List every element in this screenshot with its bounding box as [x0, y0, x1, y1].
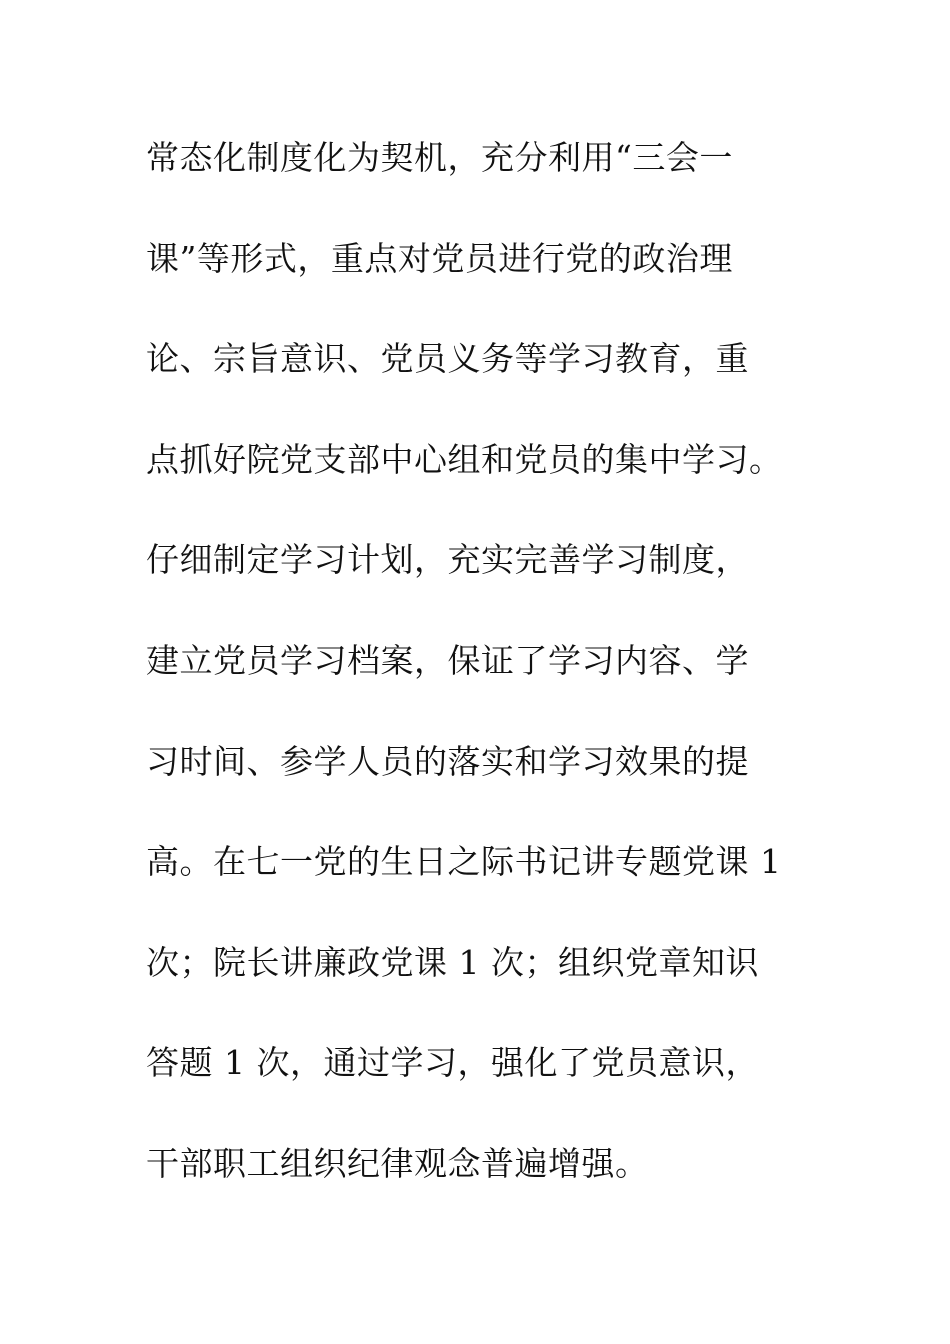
text-line: 论、宗旨意识、党员义务等学习教育，重 — [146, 339, 749, 379]
text-line: 答题 1 次，通过学习，强化了党员意识， — [146, 1043, 759, 1083]
text-line: 干部职工组织纪律观念普遍增强。 — [146, 1143, 649, 1183]
text-line: 建立党员学习档案，保证了学习内容、学 — [146, 640, 749, 680]
text-line: 点抓好院党支部中心组和党员的集中学习。 — [146, 439, 783, 479]
text-line: 课”等形式，重点对党员进行党的政治理 — [146, 238, 733, 278]
text-line: 常态化制度化为契机，充分利用“三会一 — [146, 138, 733, 177]
text-line: 习时间、参学人员的落实和学习效果的提 — [146, 741, 749, 781]
body-paragraph — [146, 128, 826, 1235]
text-line: 仔细制定学习计划，充实完善学习制度， — [146, 540, 749, 580]
text-line: 次；院长讲廉政党课 1 次；组织党章知识 — [146, 942, 759, 982]
text-line: 高。在七一党的生日之际书记讲专题党课 1 — [146, 842, 782, 882]
